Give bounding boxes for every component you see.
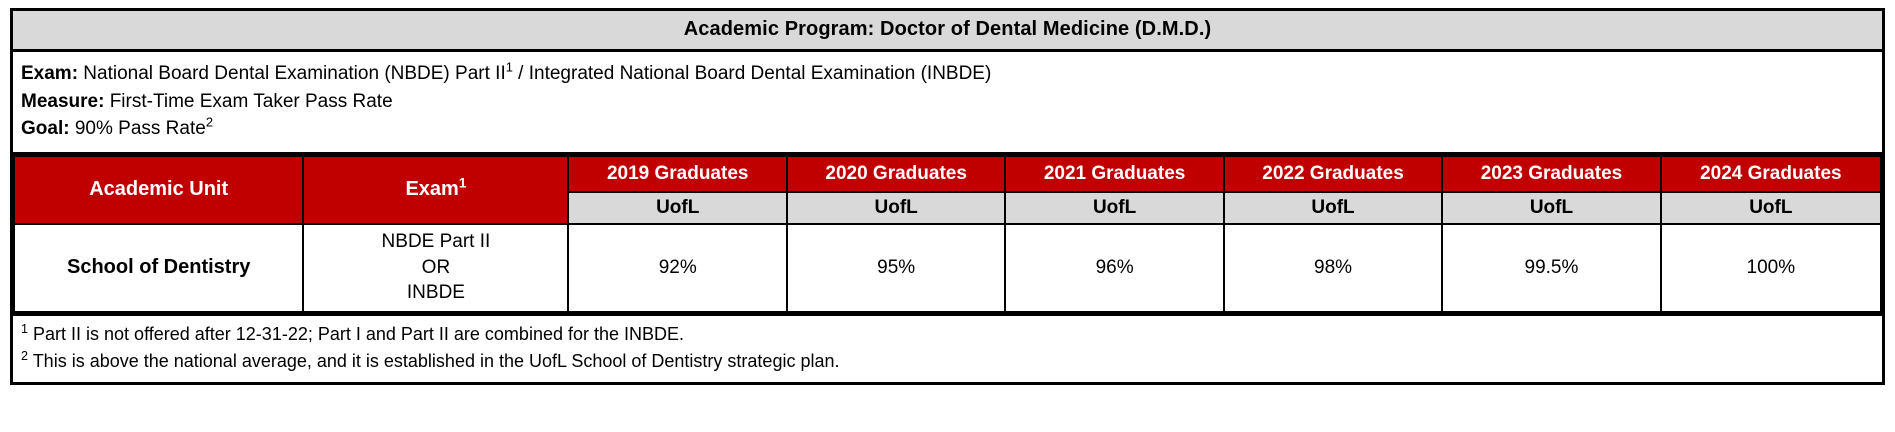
cell-exam-line-1: NBDE Part II xyxy=(381,231,491,253)
cell-passrate-2023: 99.5% xyxy=(1442,224,1660,312)
cell-exam xyxy=(303,224,568,312)
goal-info-line xyxy=(21,115,1874,143)
column-header-year-2022: 2022 Graduates xyxy=(1224,156,1442,192)
footnote-2-text: This is above the national average, and it is established in the UofL School of Dentistry strategic plan. xyxy=(28,350,840,371)
footnote-1-text: Part II is not offered after 12-31-22; Part I and Part II are combined for the INBDE. xyxy=(28,323,685,344)
subheader-uofl-2023: UofL xyxy=(1442,192,1660,224)
results-table xyxy=(13,155,1882,313)
goal-footnote-marker: 2 xyxy=(205,114,213,130)
exam-text-b: / Integrated National Board Dental Examination (INBDE) xyxy=(512,63,992,84)
exam-info-block xyxy=(13,52,1882,155)
exam-info-line xyxy=(21,60,1874,88)
column-header-exam xyxy=(303,156,568,224)
exam-label: Exam: xyxy=(21,63,79,84)
cell-passrate-2024: 100% xyxy=(1661,224,1881,312)
goal-text: 90% Pass Rate xyxy=(69,118,206,140)
cell-exam-line-3: INBDE xyxy=(406,282,465,304)
footnotes-block xyxy=(13,313,1882,382)
measure-label: Measure: xyxy=(21,90,105,112)
program-assessment-table xyxy=(10,8,1885,385)
subheader-uofl-2019: UofL xyxy=(568,192,786,224)
program-title: Academic Program: Doctor of Dental Medicine (D.M.D.) xyxy=(13,11,1882,52)
table-row xyxy=(14,224,1881,312)
subheader-uofl-2024: UofL xyxy=(1661,192,1881,224)
column-header-academic-unit: Academic Unit xyxy=(14,156,303,224)
subheader-uofl-2022: UofL xyxy=(1224,192,1442,224)
exam-footnote-marker: 1 xyxy=(505,59,513,75)
measure-text: First-Time Exam Taker Pass Rate xyxy=(104,90,393,112)
cell-passrate-2022: 98% xyxy=(1224,224,1442,312)
cell-passrate-2020: 95% xyxy=(787,224,1005,312)
cell-passrate-2019: 92% xyxy=(568,224,786,312)
table-header-row-years xyxy=(14,156,1881,192)
goal-label: Goal: xyxy=(21,118,70,140)
subheader-uofl-2021: UofL xyxy=(1005,192,1223,224)
column-header-exam-label: Exam xyxy=(405,178,459,201)
column-header-year-2020: 2020 Graduates xyxy=(787,156,1005,192)
exam-text-a: National Board Dental Examination (NBDE) Part II xyxy=(78,63,506,84)
column-header-year-2019: 2019 Graduates xyxy=(568,156,786,192)
cell-passrate-2021: 96% xyxy=(1005,224,1223,312)
footnote-2 xyxy=(21,348,1874,375)
cell-academic-unit: School of Dentistry xyxy=(14,224,303,312)
footnote-1-marker: 1 xyxy=(21,321,29,336)
column-header-year-2024: 2024 Graduates xyxy=(1661,156,1881,192)
column-header-exam-footnote-marker: 1 xyxy=(458,175,467,191)
footnote-1 xyxy=(21,321,1874,348)
footnote-2-marker: 2 xyxy=(21,348,29,363)
cell-exam-line-2: OR xyxy=(421,256,451,278)
subheader-uofl-2020: UofL xyxy=(787,192,1005,224)
column-header-year-2023: 2023 Graduates xyxy=(1442,156,1660,192)
measure-info-line xyxy=(21,88,1874,116)
column-header-year-2021: 2021 Graduates xyxy=(1005,156,1223,192)
